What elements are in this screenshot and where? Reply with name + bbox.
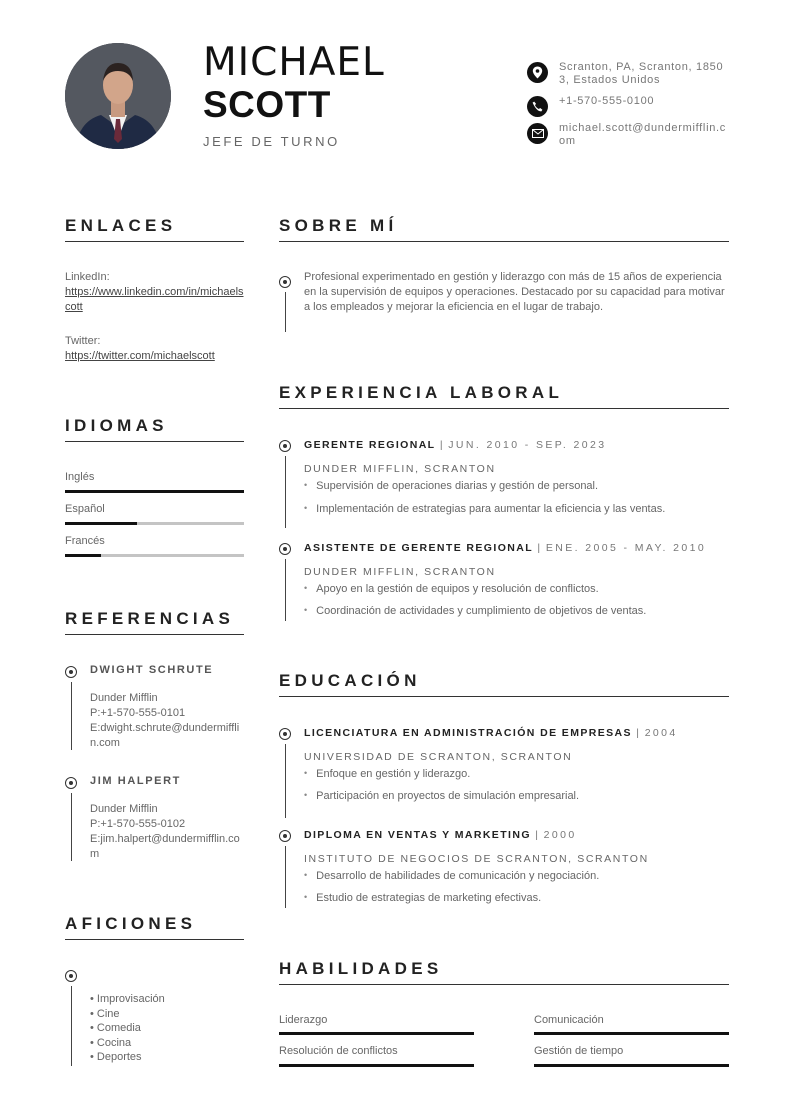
job-company: DUNDER MIFFLIN, SCRANTON bbox=[304, 566, 496, 578]
job-bullet: • Supervisión de operaciones diarias y gestión de personal. bbox=[304, 480, 598, 492]
email-icon bbox=[527, 123, 548, 144]
degree-text: LICENCIATURA EN ADMINISTRACIÓN DE EMPRESAS bbox=[304, 727, 632, 739]
phone-text: +1-570-555-0100 bbox=[559, 95, 655, 107]
list-item: • Deportes bbox=[90, 1051, 142, 1064]
reference-email: E:dwight.schrute@dundermifflin.com bbox=[90, 722, 240, 749]
skill-bar bbox=[279, 1032, 474, 1035]
job-bullet: • Implementación de estrategias para aumentar la eficiencia y las ventas. bbox=[304, 503, 665, 515]
job-bullet: • Coordinación de actividades y cumplimiento de objetivos de ventas. bbox=[304, 605, 646, 617]
skill-bar bbox=[534, 1064, 729, 1067]
twitter-block bbox=[65, 334, 245, 364]
job-date: JUN. 2010 - SEP. 2023 bbox=[448, 439, 607, 451]
skill-name: Resolución de conflictos bbox=[279, 1045, 398, 1057]
about-heading: SOBRE MÍ bbox=[279, 216, 398, 235]
timeline-line bbox=[285, 846, 286, 908]
education-bullet: • Estudio de estrategias de marketing efectivas. bbox=[304, 892, 541, 904]
list-item: • Cine bbox=[90, 1007, 120, 1020]
list-item: • Comedia bbox=[90, 1022, 141, 1035]
separator: | bbox=[533, 542, 546, 554]
job-title: JEFE DE TURNO bbox=[203, 134, 340, 149]
job-title-text: ASISTENTE DE GERENTE REGIONAL bbox=[304, 542, 534, 554]
job-title-text: GERENTE REGIONAL bbox=[304, 439, 436, 451]
twitter-link[interactable]: https://twitter.com/michaelscott bbox=[65, 350, 215, 362]
hobbies-heading: AFICIONES bbox=[65, 914, 197, 933]
skills-rule bbox=[279, 984, 729, 985]
timeline-line bbox=[285, 456, 286, 528]
education-date: 2004 bbox=[644, 727, 678, 739]
skill-bar bbox=[534, 1032, 729, 1035]
reference-name: DWIGHT SCHRUTE bbox=[90, 664, 214, 676]
last-name: SCOTT bbox=[203, 84, 331, 125]
timeline-dot bbox=[279, 830, 291, 842]
timeline-line bbox=[285, 744, 286, 818]
list-item: • Cocina bbox=[90, 1036, 132, 1049]
education-bullet: • Participación en proyectos de simulación empresarial. bbox=[304, 790, 579, 802]
language-name: Español bbox=[65, 503, 105, 515]
reference-company: Dunder Mifflin bbox=[90, 803, 158, 815]
phone-icon bbox=[527, 96, 548, 117]
timeline-dot bbox=[65, 666, 77, 678]
twitter-label: Twitter: bbox=[65, 335, 101, 347]
languages-rule bbox=[65, 441, 244, 442]
profile-photo bbox=[65, 43, 171, 149]
reference-name: JIM HALPERT bbox=[90, 775, 181, 787]
skill-bar bbox=[279, 1064, 474, 1067]
education-date: 2000 bbox=[543, 829, 577, 841]
skill-name: Liderazgo bbox=[279, 1014, 328, 1026]
about-rule bbox=[279, 241, 729, 242]
education-institution: UNIVERSIDAD DE SCRANTON, SCRANTON bbox=[304, 751, 573, 763]
reference-details bbox=[90, 691, 245, 751]
list-item: • Improvisación bbox=[90, 993, 165, 1005]
skill-name: Gestión de tiempo bbox=[534, 1045, 624, 1057]
experience-rule bbox=[279, 408, 729, 409]
hobbies-list bbox=[90, 992, 165, 1065]
hobbies-rule bbox=[65, 939, 244, 940]
separator: | bbox=[530, 829, 544, 841]
links-rule bbox=[65, 241, 244, 242]
language-name: Francés bbox=[65, 535, 105, 547]
job-bullet: • Apoyo en la gestión de equipos y resolución de conflictos. bbox=[304, 583, 599, 595]
reference-email: E:jim.halpert@dundermifflin.com bbox=[90, 833, 240, 860]
about-text: Profesional experimentado en gestión y liderazgo con más de 15 años de experiencia en la supervisión de equipos y operaciones. Destacado por su capacidad para motivar a los empleados y mejorar la eficiencia en el lugar de trabajo. bbox=[304, 271, 725, 314]
reference-company: Dunder Mifflin bbox=[90, 692, 158, 704]
reference-phone: P:+1-570-555-0102 bbox=[90, 818, 186, 830]
language-name: Inglés bbox=[65, 471, 95, 483]
email-text: michael.scott@dundermifflin.com bbox=[559, 122, 726, 147]
language-level-bar bbox=[65, 522, 244, 525]
timeline-dot bbox=[279, 543, 291, 555]
timeline-dot bbox=[279, 440, 291, 452]
experience-heading: EXPERIENCIA LABORAL bbox=[279, 383, 564, 402]
timeline-dot bbox=[65, 970, 77, 982]
linkedin-link[interactable]: https://www.linkedin.com/in/michaelscott bbox=[65, 286, 244, 313]
references-rule bbox=[65, 634, 244, 635]
job-entry-title bbox=[304, 542, 706, 554]
linkedin-label: LinkedIn: bbox=[65, 271, 110, 283]
timeline-line bbox=[285, 292, 286, 332]
linkedin-block bbox=[65, 270, 245, 315]
location-icon bbox=[527, 62, 548, 83]
language-level-bar bbox=[65, 490, 244, 493]
timeline-line bbox=[71, 793, 72, 861]
contact-email bbox=[527, 122, 737, 148]
education-bullet: • Enfoque en gestión y liderazgo. bbox=[304, 768, 470, 780]
education-institution: INSTITUTO DE NEGOCIOS DE SCRANTON, SCRANTON bbox=[304, 853, 649, 865]
separator: | bbox=[631, 727, 645, 739]
timeline-line bbox=[71, 986, 72, 1066]
skill-name: Comunicación bbox=[534, 1014, 604, 1026]
degree-text: DIPLOMA EN VENTAS Y MARKETING bbox=[304, 829, 531, 841]
timeline-dot bbox=[65, 777, 77, 789]
reference-details bbox=[90, 802, 245, 862]
address-text: Scranton, PA, Scranton, 18503, Estados Unidos bbox=[559, 61, 724, 86]
contact-phone bbox=[527, 95, 737, 117]
education-rule bbox=[279, 696, 729, 697]
contact-address bbox=[527, 61, 737, 87]
languages-heading: IDIOMAS bbox=[65, 416, 168, 435]
separator: | bbox=[435, 439, 449, 451]
education-bullet: • Desarrollo de habilidades de comunicación y negociación. bbox=[304, 870, 599, 882]
reference-phone: P:+1-570-555-0101 bbox=[90, 707, 186, 719]
job-date: ENE. 2005 - MAY. 2010 bbox=[545, 542, 707, 554]
timeline-dot bbox=[279, 276, 291, 288]
job-company: DUNDER MIFFLIN, SCRANTON bbox=[304, 463, 496, 475]
education-entry-title bbox=[304, 727, 678, 739]
first-name: MICHAEL bbox=[203, 40, 385, 85]
language-level-bar bbox=[65, 554, 244, 557]
links-heading: ENLACES bbox=[65, 216, 177, 235]
timeline-line bbox=[71, 682, 72, 750]
job-entry-title bbox=[304, 439, 606, 451]
references-heading: REFERENCIAS bbox=[65, 609, 235, 628]
education-entry-title bbox=[304, 829, 577, 841]
timeline-dot bbox=[279, 728, 291, 740]
timeline-line bbox=[285, 559, 286, 621]
education-heading: EDUCACIÓN bbox=[279, 671, 421, 690]
skills-heading: HABILIDADES bbox=[279, 959, 443, 978]
